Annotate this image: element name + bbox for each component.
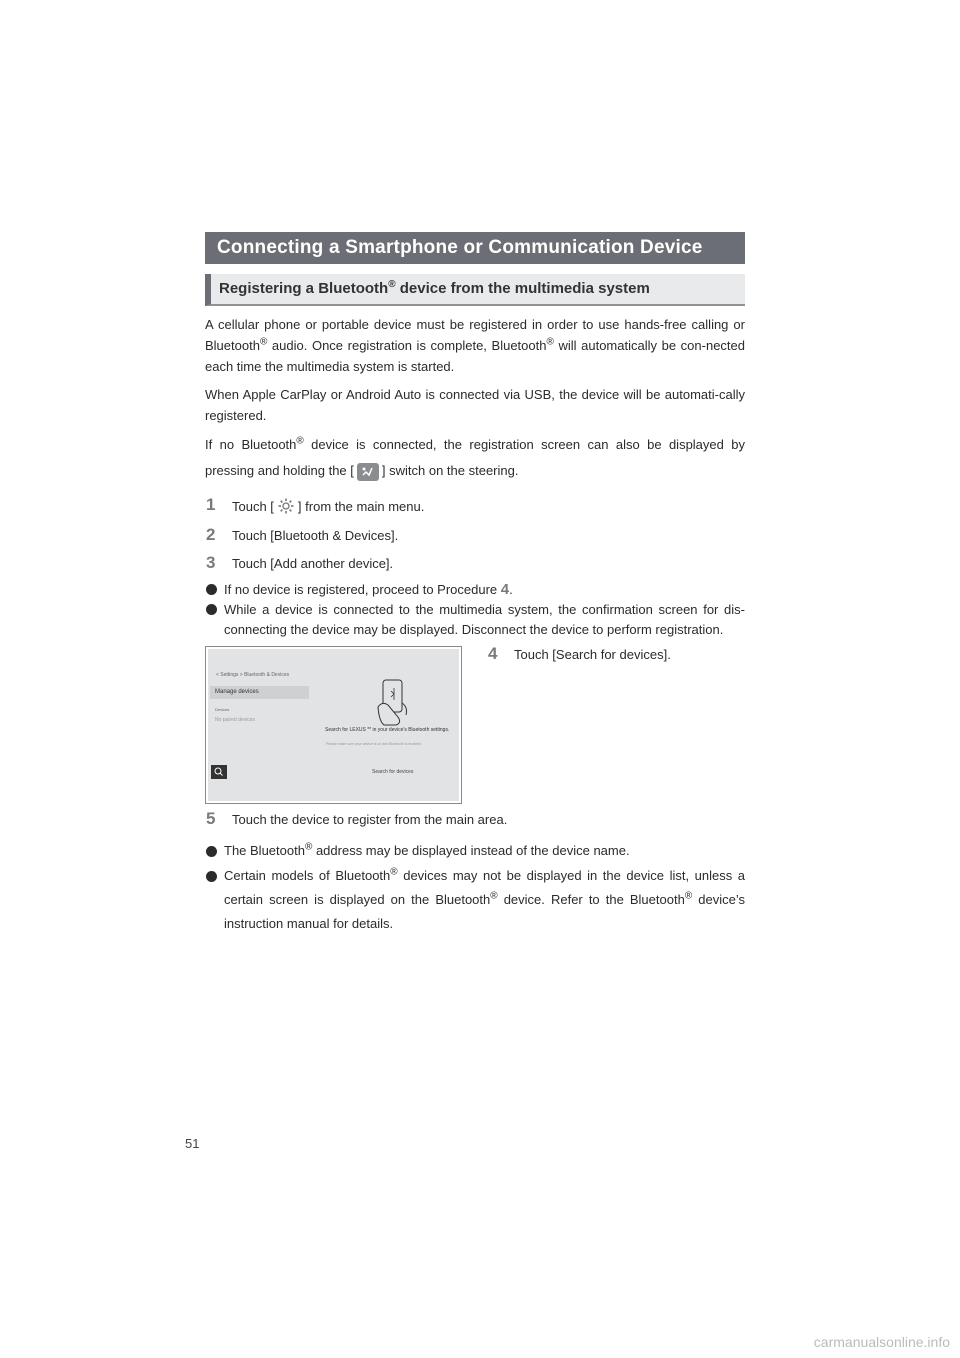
subheading (205, 274, 745, 306)
screen-inner (208, 649, 459, 801)
note-text: address may be displayed instead of the device name. (312, 843, 630, 858)
screen-search-button[interactable] (211, 765, 227, 779)
bullet-icon (206, 584, 217, 595)
note-item (206, 580, 745, 600)
phone-illustration-icon (376, 677, 414, 727)
screen-search-devices-button[interactable]: Search for devices (372, 769, 414, 775)
intro-text: will automatically be con-nected each time the multimedia system is started. (205, 338, 745, 374)
note-text (224, 864, 745, 936)
note-text (224, 840, 745, 862)
multimedia-screen-image (205, 646, 462, 804)
step-number: 3 (206, 553, 216, 572)
note-text: If no device is registered, proceed to Procedure (224, 582, 498, 597)
watermark: carmanualsonline.info (813, 1334, 950, 1350)
note-text: . (509, 582, 513, 597)
intro-text: If no Bluetooth (205, 437, 297, 452)
search-icon (211, 765, 227, 779)
bullet-icon (206, 871, 217, 882)
note-item (206, 840, 745, 862)
note-text: device’s instruction manual for details. (224, 892, 745, 931)
note-item (206, 864, 745, 936)
step-number: 2 (206, 525, 216, 544)
registered-mark: ® (304, 841, 313, 853)
section-title: Connecting a Smartphone or Communication Device (205, 232, 745, 264)
step-2-text: Touch [Bluetooth & Devices]. (232, 528, 399, 543)
registered-mark: ® (490, 890, 498, 902)
subheading-text-b: device from the multimedia system (395, 280, 650, 297)
bullet-icon (206, 604, 217, 615)
screen-hint: Please make sure your device is on and Bluetooth is enabled. (326, 742, 422, 746)
note-text (224, 580, 745, 600)
gear-icon (277, 497, 295, 518)
note-text: device. Refer to the Bluetooth (497, 892, 685, 907)
page-number: 51 (185, 1136, 200, 1151)
registered-mark: ® (296, 435, 304, 447)
note-text: The Bluetooth (224, 843, 305, 858)
step-number: 4 (488, 644, 498, 663)
note-text: devices may not be displayed in the device list, unless a certain screen is displayed on the Bluetooth (224, 868, 745, 907)
intro-paragraph-2: When Apple CarPlay or Android Auto is connected via USB, the device will be automati-cally registered. (205, 387, 745, 423)
subheading-text-a: Registering a Bluetooth (219, 280, 389, 297)
screen-section-label: Devices (215, 707, 230, 712)
step-number: 1 (206, 495, 216, 514)
screen-menu-item: Manage devices (215, 689, 259, 695)
registered-mark: ® (388, 279, 396, 290)
procedure-reference: 4 (500, 581, 510, 598)
step-1-text (232, 497, 424, 518)
screen-prompt: Search for LEXUS ** in your device's Bluetooth settings. (325, 727, 450, 733)
step-4-text: Touch [Search for devices]. (514, 647, 671, 662)
intro-paragraph-1 (205, 314, 745, 377)
step-number: 5 (206, 809, 216, 828)
intro-text: A cellular phone or portable device must be registered in order to use hands-free calling or Bluetooth (205, 317, 745, 353)
screen-empty-label: No paired devices (215, 717, 256, 723)
step-text: Touch [ (232, 498, 274, 514)
note-item (206, 600, 745, 640)
step-3-text: Touch [Add another device]. (232, 556, 394, 571)
step-text: ] from the main menu. (297, 498, 425, 514)
intro-text: device is connected, the registration screen can also be displayed by pressing and holding the [ (205, 437, 745, 478)
intro-paragraph-3 (205, 432, 745, 484)
bullet-icon (206, 846, 217, 857)
intro-text: audio. Once registration is complete, Bluetooth (267, 338, 547, 353)
registered-mark: ® (684, 890, 693, 902)
intro-text: ] switch on the steering. (381, 463, 519, 478)
registered-mark: ® (546, 336, 554, 348)
note-text: Certain models of Bluetooth (224, 868, 391, 883)
registered-mark: ® (390, 866, 398, 878)
registered-mark: ® (259, 336, 268, 348)
screen-breadcrumb: < Settings > Bluetooth & Devices (216, 672, 290, 678)
note-text: While a device is connected to the multimedia system, the confirmation screen for dis-connecting the device may be displayed. Disconnect the device to perform registration. (224, 602, 745, 637)
step-5-text: Touch the device to register from the main area. (232, 812, 508, 827)
voice-command-switch-icon (357, 463, 379, 481)
